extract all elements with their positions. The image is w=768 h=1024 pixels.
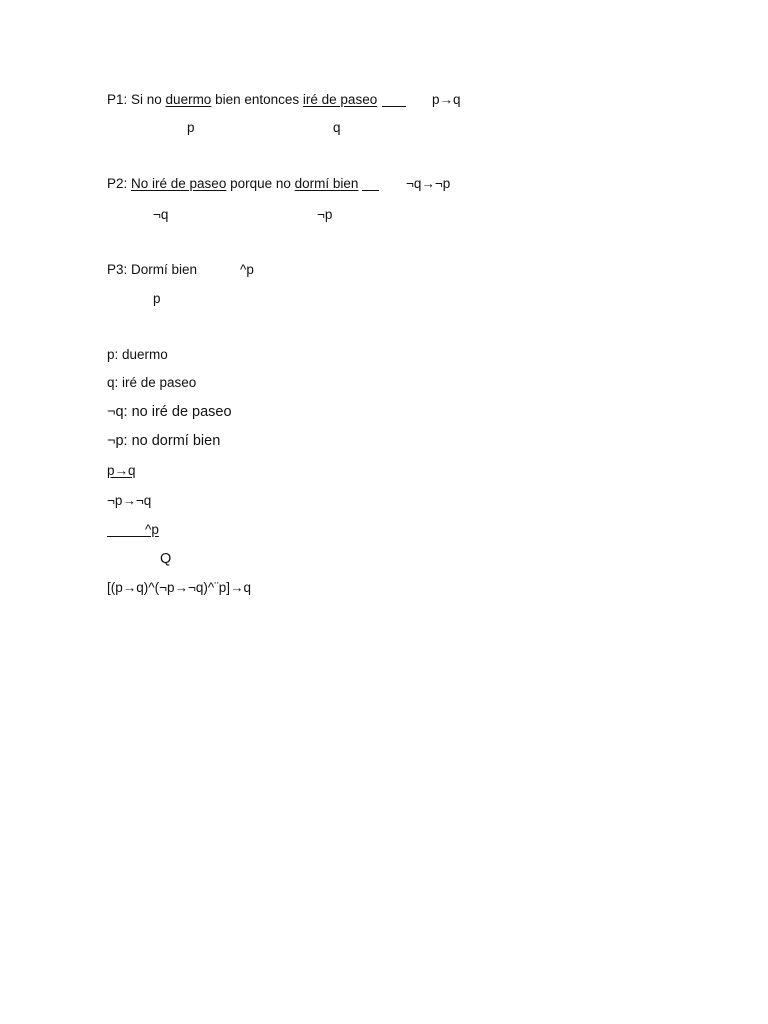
argument-line-2: ¬p→¬q <box>107 493 152 508</box>
premise-2-formula: ¬q→¬p <box>406 176 451 191</box>
premise-2-dormi: dormí bien <box>294 176 359 191</box>
definition-not-p: ¬p: no dormí bien <box>107 433 221 449</box>
definition-p: p: duermo <box>107 347 168 362</box>
premise-2-prefix: P2: <box>107 176 132 191</box>
premise-1-formula: p→q <box>432 92 461 107</box>
premise-1-ire: iré de paseo <box>302 92 378 107</box>
premise-1-middle: bien entonces <box>211 92 303 107</box>
premise-3: P3: Dormí bien <box>107 262 198 277</box>
premise-1-label-q: q <box>333 120 341 135</box>
argument-conclusion: Q <box>160 551 172 567</box>
argument-full-formula: [(p→q)^(¬p→¬q)^¨p]→q <box>107 580 251 595</box>
definition-q: q: iré de paseo <box>107 375 197 390</box>
argument-line-3: ^p <box>145 522 159 537</box>
argument-line-1: p→q <box>107 463 136 478</box>
premise-2 <box>107 176 358 192</box>
premise-1 <box>107 92 377 108</box>
premise-3-label-p: p <box>153 291 161 306</box>
premise-1-duermo: duermo <box>165 92 212 107</box>
premise-2-label-np: ¬p <box>317 207 333 222</box>
premise-2-middle: porque no <box>226 176 295 191</box>
premise-1-prefix: P1: Si no <box>107 92 166 107</box>
premise-1-label-p: p <box>187 120 195 135</box>
premise-2-underline-extension <box>362 190 379 191</box>
premise-3-formula: ^p <box>240 262 254 277</box>
premise-1-underline-extension <box>382 106 406 107</box>
premise-2-label-nq: ¬q <box>153 207 169 222</box>
definition-not-q: ¬q: no iré de paseo <box>107 404 232 420</box>
premise-2-no-ire: No iré de paseo <box>131 176 227 191</box>
argument-line-3-rule <box>107 536 145 537</box>
